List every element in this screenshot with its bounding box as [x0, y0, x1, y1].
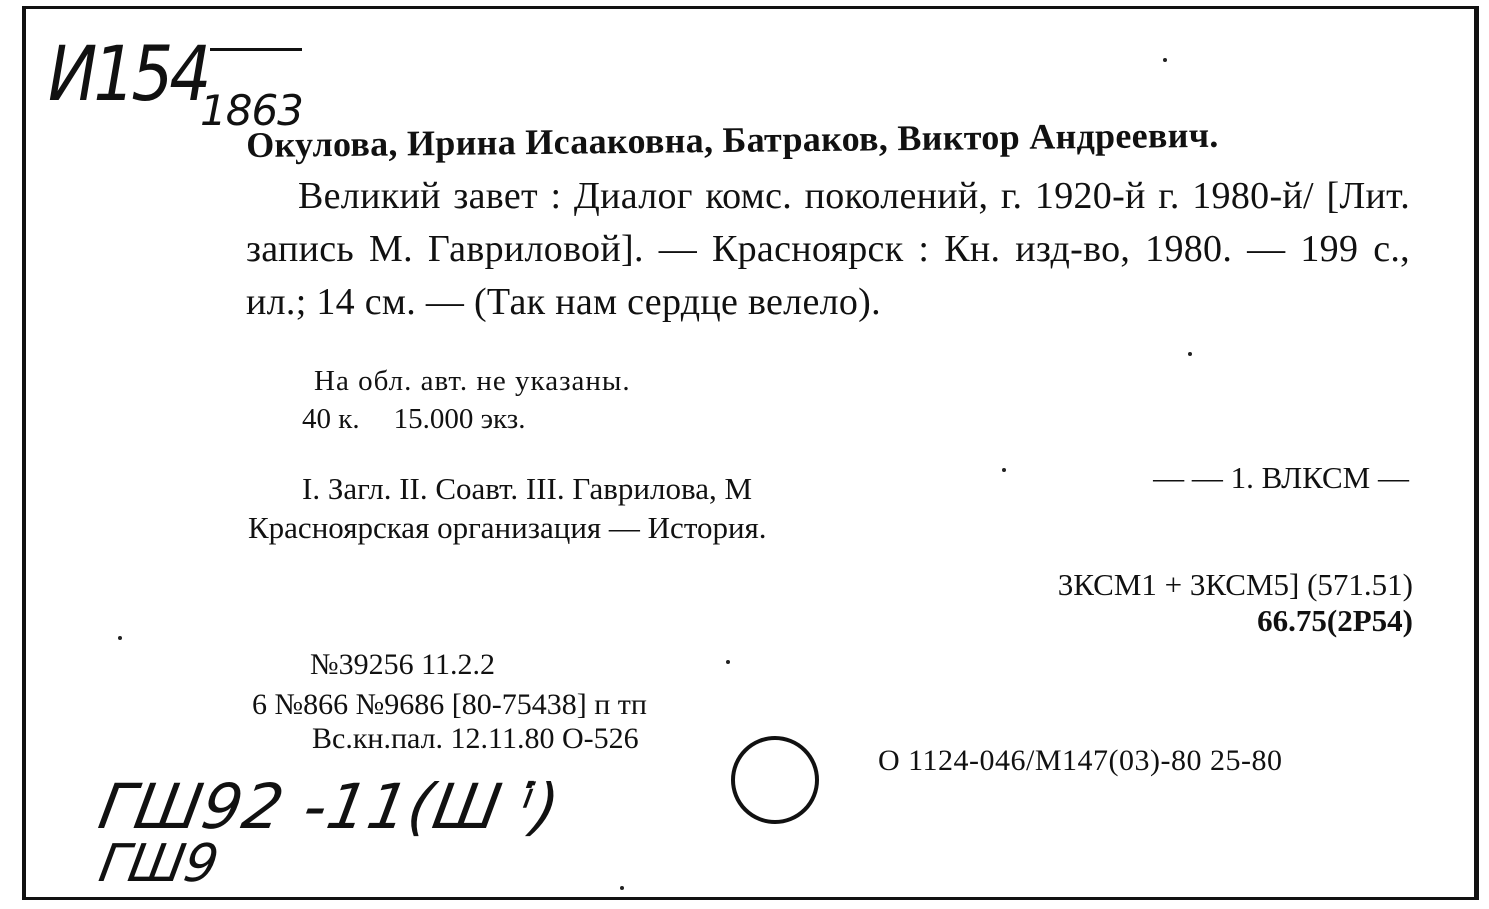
shelfmark-number: 1863 [200, 86, 303, 135]
classification-index: 3КСМ1 + 3КСМ5] (571.51) [1057, 567, 1413, 602]
publication-code: О 1124-046/М147(03)-80 25-80 [878, 744, 1283, 777]
shelfmark-overline [210, 48, 302, 51]
author-heading: Окулова, Ирина Исааковна, Батраков, Виктор Андреевич. [246, 114, 1219, 165]
print-run: 15.000 экз. [393, 403, 526, 435]
order-number-line-1: №39256 11.2.2 [310, 648, 496, 681]
scan-speck [726, 660, 730, 664]
price: 40 к. [302, 403, 360, 435]
price-line [302, 403, 525, 436]
tracings-line-2: Красноярская организация — История. [248, 510, 767, 545]
classification-bbk: 66.75(2Р54) [1257, 603, 1413, 638]
shelfmark-handwritten: И154 [48, 30, 208, 119]
scan-speck [1163, 58, 1167, 62]
tracings-line-1: I. Загл. II. Соавт. III. Гаврилова, М [302, 471, 753, 506]
scan-speck [620, 886, 624, 890]
cover-note: На обл. авт. не указаны. [314, 365, 631, 397]
chamber-stamp-line: Вс.кн.пал. 12.11.80 О-526 [312, 722, 639, 755]
subject-heading: — — 1. ВЛКСМ — [1153, 460, 1409, 495]
scan-speck [118, 636, 122, 640]
handwritten-note-2: ГШ9 [94, 834, 223, 894]
scan-speck [1188, 352, 1192, 356]
circle-mark [731, 736, 819, 824]
handwritten-note-1: ГШ92 -11(Ш ⁱ̇) [93, 770, 566, 843]
order-number-line-2: 6 №866 №9686 [80-75438] п тп [252, 688, 647, 721]
bibliographic-description: Великий завет : Диалог комс. поколений, г. 1920-й г. 1980-й/ [Лит. запись М. Гавриловой]. — Красноярск : Кн. изд-во, 1980. — 199 с., ил.; 14 см. — (Так нам сердце велело). [246, 175, 1410, 323]
scan-speck [1002, 468, 1006, 472]
